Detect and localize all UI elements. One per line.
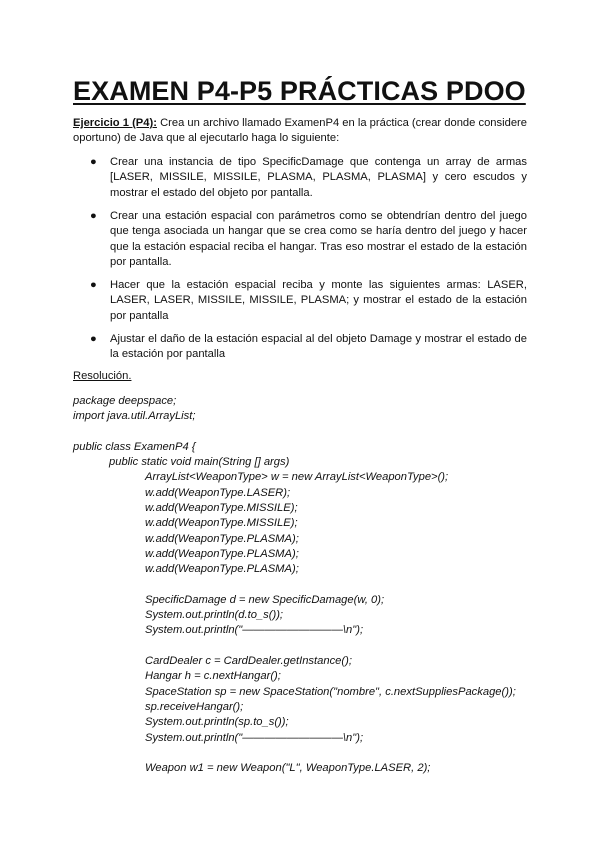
code-line: w.add(WeaponType.PLASMA);: [145, 532, 299, 545]
bullet-icon: ●: [90, 156, 97, 168]
task-item: [73, 155, 527, 201]
code-line: [73, 746, 516, 761]
code-line: [73, 578, 516, 593]
code-line: public class ExamenP4 {: [73, 440, 196, 453]
bullet-icon: ●: [90, 332, 97, 345]
task-item: [73, 278, 527, 324]
code-line: System.out.println("—————————\n");: [145, 624, 364, 637]
code-line: System.out.println("—————————\n");: [145, 731, 364, 744]
code-line: sp.receiveHangar();: [145, 700, 244, 713]
exercise-statement: [73, 116, 527, 147]
code-line: public static void main(String [] args): [109, 456, 290, 469]
code-line: ArrayList<WeaponType> w = new ArrayList<WeaponType>();: [145, 471, 449, 484]
code-line: package deepspace;: [73, 395, 177, 407]
code-listing: [73, 394, 516, 776]
code-line: System.out.println(d.to_s());: [145, 609, 284, 622]
code-line: Weapon w1 = new Weapon("L", WeaponType.LASER, 2);: [145, 762, 431, 775]
task-item: [73, 332, 527, 363]
code-line: w.add(WeaponType.MISSILE);: [145, 502, 298, 515]
task-list: [73, 155, 527, 370]
resolution-heading: Resolución.: [73, 370, 132, 382]
code-line: w.add(WeaponType.MISSILE);: [145, 517, 298, 530]
exercise-text: Crea un archivo llamado ExamenP4 en la práctica (crear donde considere oportuno) de Java que al ejecutarlo haga lo siguiente:: [73, 117, 527, 145]
document-title: EXAMEN P4-P5 PRÁCTICAS PDOO: [73, 76, 526, 106]
code-line: SpaceStation sp = new SpaceStation("nombre", c.nextSuppliesPackage());: [145, 685, 516, 698]
code-line: w.add(WeaponType.LASER);: [145, 486, 291, 499]
code-line: SpecificDamage d = new SpecificDamage(w, 0);: [145, 593, 385, 606]
task-text: Ajustar el daño de la estación espacial al del objeto Damage y mostrar el estado de la estación por pantalla: [110, 332, 527, 360]
code-line: CardDealer c = CardDealer.getInstance();: [145, 655, 352, 668]
code-line: [73, 639, 516, 654]
code-line: w.add(WeaponType.PLASMA);: [145, 547, 299, 560]
code-line: System.out.println(sp.to_s());: [145, 716, 289, 729]
code-line: import java.util.ArrayList;: [73, 410, 196, 423]
exercise-label: Ejercicio 1 (P4):: [73, 117, 157, 129]
code-line: w.add(WeaponType.PLASMA);: [145, 563, 299, 576]
bullet-icon: ●: [90, 209, 97, 222]
bullet-icon: ●: [90, 278, 97, 291]
task-item: [73, 209, 527, 271]
code-line: [73, 425, 516, 440]
task-text: Crear una instancia de tipo SpecificDamage que contenga un array de armas [LASER, MISSILE, MISSILE, PLASMA, PLASMA, PLASMA] y cero escudos y mostrar el estado del objeto por pantalla.: [110, 156, 527, 199]
task-text: Crear una estación espacial con parámetros como se obtendrían dentro del juego que tenga asociada un hangar que se crea como se haría dentro del juego y hacer que la estación espacial reciba el hangar. Tras eso mostrar el estado de la estación por pantalla.: [110, 209, 527, 268]
code-line: Hangar h = c.nextHangar();: [145, 670, 281, 683]
task-text: Hacer que la estación espacial reciba y monte las siguientes armas: LASER, LASER, LASER, MISSILE, MISSILE, PLASMA; y mostrar el estado de la estación por pantalla: [110, 278, 527, 322]
